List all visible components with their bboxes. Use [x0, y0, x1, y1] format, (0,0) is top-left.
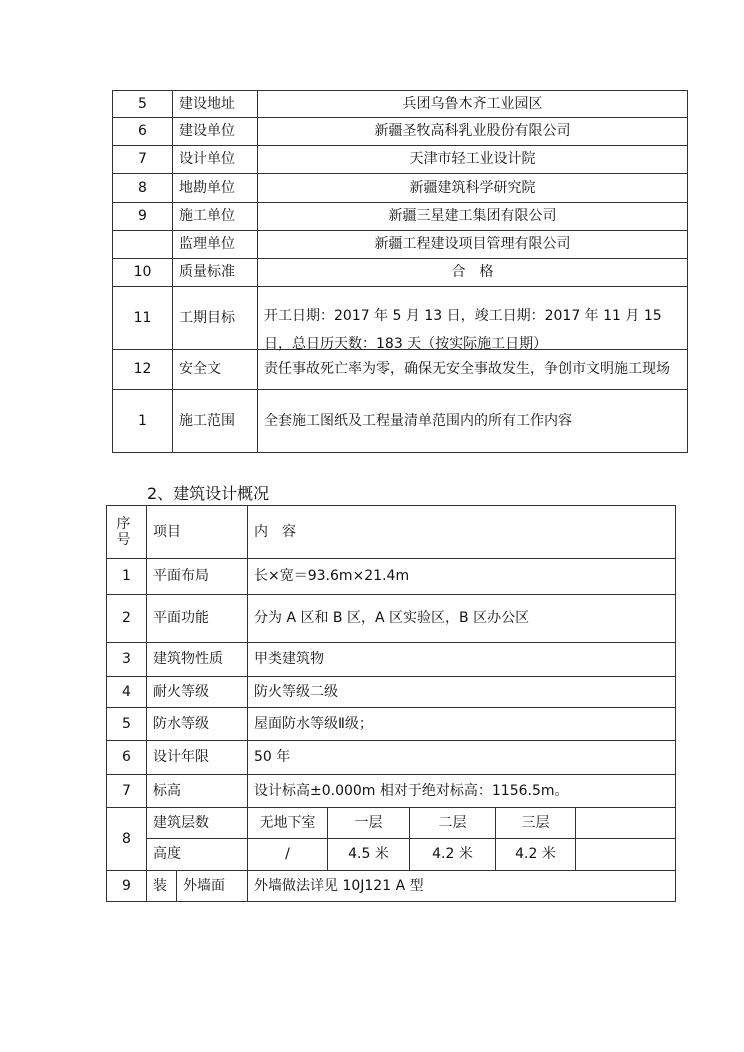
row-value: 新疆工程建设项目管理有限公司: [258, 231, 688, 259]
row-label: 质量标准: [173, 259, 258, 287]
floor-cell: 无地下室: [248, 808, 328, 839]
table-row: [113, 259, 688, 287]
heights-row: [107, 839, 676, 871]
row-value: 新疆建筑科学研究院: [258, 174, 688, 203]
row-content: 甲类建筑物: [248, 643, 676, 677]
row-item: 平面功能: [147, 595, 248, 643]
row-value: 天津市轻工业设计院: [258, 146, 688, 174]
safety-value: 责任事故死亡率为零，确保无安全事故发生，争创市文明施工现场: [264, 361, 670, 378]
row-content: 设计标高±0.000m 相对于绝对标高：1156.5m。: [248, 775, 676, 808]
row-number: 2: [107, 595, 147, 643]
height-cell: 4.2 米: [496, 839, 576, 871]
table-row: [107, 595, 676, 643]
section-heading: 2、建筑设计概况: [147, 484, 270, 503]
row-label: 工期目标: [173, 287, 258, 350]
row-value: 新疆三星建工集团有限公司: [258, 203, 688, 231]
row-label: 安全文: [173, 350, 258, 390]
table-row: [107, 643, 676, 677]
row-number: 9: [107, 871, 147, 902]
row-number: 12: [113, 350, 173, 390]
row-label: 建设地址: [173, 91, 258, 118]
table-row: [113, 203, 688, 231]
row-number: 1: [107, 559, 147, 595]
row-number: 7: [113, 146, 173, 174]
row-item: 设计年限: [147, 741, 248, 775]
table-row: [113, 231, 688, 259]
row-number: 1: [113, 390, 173, 453]
height-cell: [576, 839, 676, 871]
row-content: 长×宽＝93.6m×21.4m: [248, 559, 676, 595]
row-label: 监理单位: [173, 231, 258, 259]
floors-row: [107, 808, 676, 839]
row-item: 耐火等级: [147, 677, 248, 708]
row-label: 施工范围: [173, 390, 258, 453]
row-number: 10: [113, 259, 173, 287]
row-number: 7: [107, 775, 147, 808]
row-number: 3: [107, 643, 147, 677]
row-value: 兵团乌鲁木齐工业园区: [258, 91, 688, 118]
row-number: [113, 231, 173, 259]
table-row: [113, 390, 688, 453]
table-header-row: [107, 506, 676, 559]
row-number: 11: [113, 287, 173, 350]
height-cell: 4.2 米: [410, 839, 496, 871]
row-label: 施工单位: [173, 203, 258, 231]
row-number: 5: [107, 708, 147, 741]
table-row: [113, 174, 688, 203]
floor-cell: 三层: [496, 808, 576, 839]
table-row: [107, 741, 676, 775]
row-value: 全套施工图纸及工程量清单范围内的所有工作内容: [258, 390, 688, 453]
table-row: [113, 146, 688, 174]
height-cell: 4.5 米: [328, 839, 410, 871]
row-number: 4: [107, 677, 147, 708]
row-label: 建设单位: [173, 118, 258, 146]
floor-cell: 二层: [410, 808, 496, 839]
row-item: 平面布局: [147, 559, 248, 595]
height-label: 高度: [147, 839, 248, 871]
row-content: 屋面防水等级Ⅱ级；: [248, 708, 676, 741]
table-row: [107, 708, 676, 741]
table-row: [113, 91, 688, 118]
row-value: 合 格: [258, 259, 688, 287]
row-item-b: 外墙面: [177, 871, 248, 902]
row-item: 防水等级: [147, 708, 248, 741]
row-number: 6: [113, 118, 173, 146]
table-row: [107, 677, 676, 708]
table-row: [113, 287, 688, 350]
row-number: 9: [113, 203, 173, 231]
row-number: 8: [113, 174, 173, 203]
table-row: [113, 118, 688, 146]
row-item-a: 装: [147, 871, 177, 902]
row-content: 防火等级二级: [248, 677, 676, 708]
seq-header: 序号: [116, 515, 131, 548]
row-item: 标高: [147, 775, 248, 808]
row-number: 6: [107, 741, 147, 775]
row-value: 新疆圣牧高科乳业股份有限公司: [258, 118, 688, 146]
item-header: 项目: [147, 506, 248, 559]
row-number: 8: [107, 808, 147, 871]
row-item: 建筑物性质: [147, 643, 248, 677]
content-header: 内 容: [248, 506, 676, 559]
building-design-table: [106, 505, 676, 902]
table-row: [107, 775, 676, 808]
row-label: 设计单位: [173, 146, 258, 174]
floors-label: 建筑层数: [147, 808, 248, 839]
row-content: 分为 A 区和 B 区，A 区实验区，B 区办公区: [248, 595, 676, 643]
row-number: 5: [113, 91, 173, 118]
schedule-value: 开工日期：2017 年 5 月 13 日，竣工日期：2017 年 11 月 15 日，总日历天数：183 天（按实际施工日期）: [264, 308, 662, 352]
project-info-table: [112, 90, 688, 453]
floor-cell: [576, 808, 676, 839]
row-label: 地勘单位: [173, 174, 258, 203]
row-content: 50 年: [248, 741, 676, 775]
floor-cell: 一层: [328, 808, 410, 839]
height-cell: /: [248, 839, 328, 871]
table-row: [107, 871, 676, 902]
table-row: [107, 559, 676, 595]
row-content: 外墙做法详见 10J121 A 型: [248, 871, 676, 902]
